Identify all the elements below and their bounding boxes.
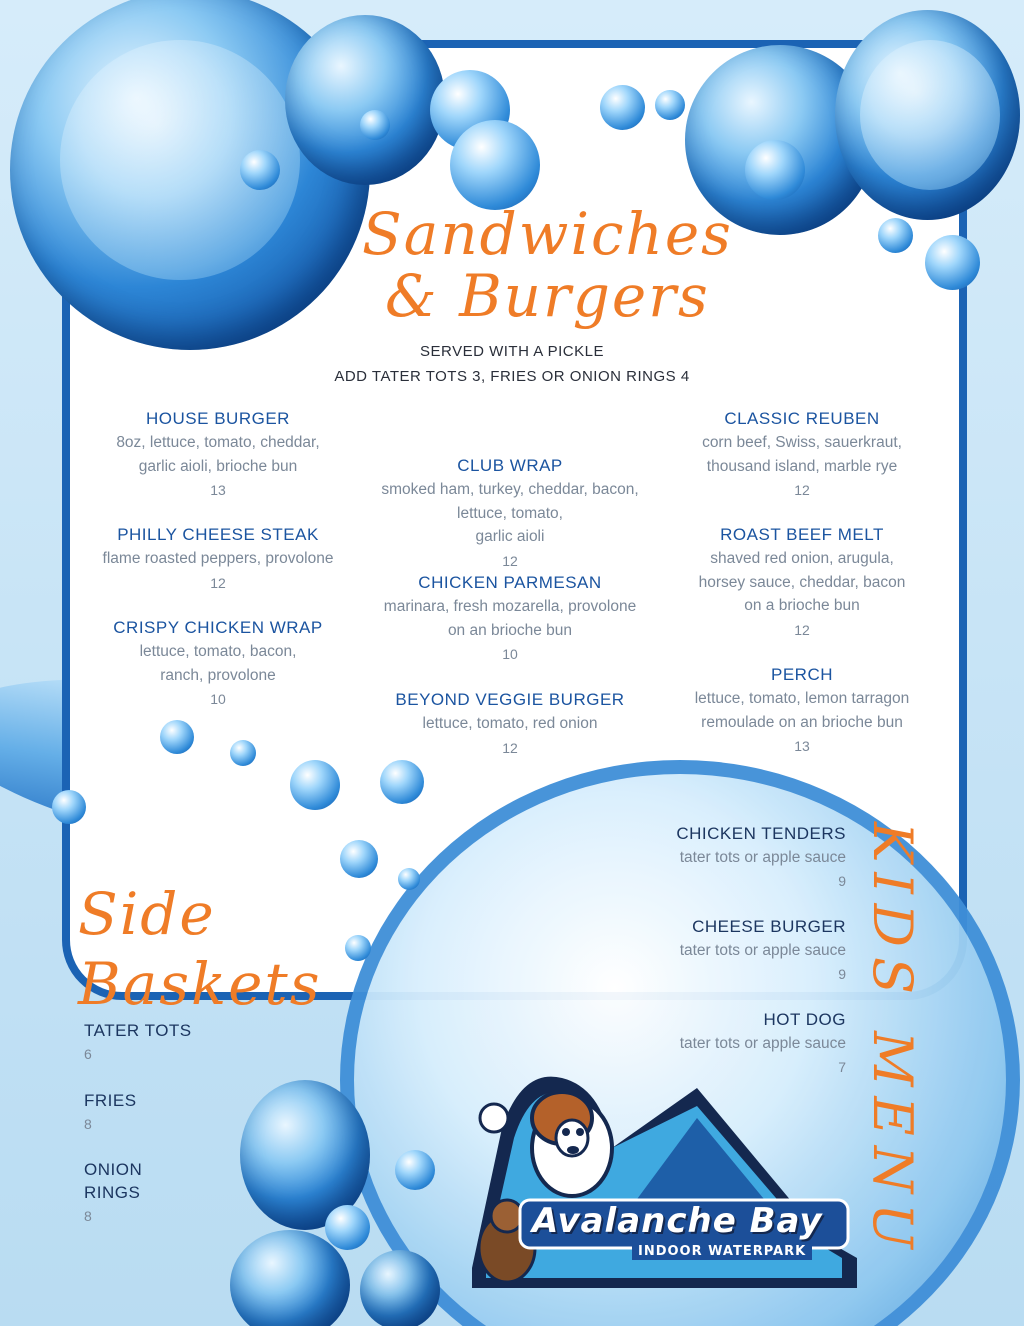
side-item: [84, 1019, 192, 1066]
bubble-decoration: [878, 218, 913, 253]
bubble-decoration: [395, 1150, 435, 1190]
bubble-decoration: [398, 868, 420, 890]
item-name: CHICKEN PARMESAN: [418, 573, 602, 592]
menu-item: [70, 616, 366, 711]
item-name: HOUSE BURGER: [146, 409, 290, 428]
bubble-decoration: [600, 85, 645, 130]
kids-item: [676, 822, 846, 893]
bubble-decoration: [655, 90, 685, 120]
menu-item: [360, 571, 660, 666]
menu-item: [652, 523, 952, 642]
bubble-decoration: [380, 760, 424, 804]
item-name: TATER TOTS: [84, 1021, 192, 1040]
item-name: CLASSIC REUBEN: [724, 409, 880, 428]
item-name: CLUB WRAP: [457, 456, 563, 475]
item-description: tater tots or apple sauce: [679, 849, 846, 866]
bubble-decoration: [285, 15, 445, 185]
item-price: 9: [838, 966, 846, 982]
bubble-decoration: [325, 1205, 370, 1250]
item-description: tater tots or apple sauce: [679, 1035, 846, 1052]
menu-item: [360, 454, 660, 573]
item-name: PERCH: [770, 665, 833, 684]
bubble-decoration: [860, 40, 1000, 190]
bubble-decoration: [925, 235, 980, 290]
item-description: lettuce, tomato, bacon, ranch, provolone: [139, 643, 297, 684]
item-price: 12: [502, 739, 518, 756]
side-item: [84, 1158, 142, 1228]
bubble-decoration: [745, 140, 805, 200]
bubble-decoration: [290, 760, 340, 810]
logo-name: Avalanche Bay: [532, 1201, 823, 1241]
item-description: shaved red onion, arugula, horsey sauce, cheddar, bacon on a brioche bun: [698, 550, 906, 614]
kids-menu-title: KIDS MENU: [861, 822, 924, 1259]
item-name: CRISPY CHICKEN WRAP: [113, 618, 323, 637]
item-name: FRIES: [84, 1091, 137, 1110]
menu-item: [652, 663, 952, 758]
item-name: ROAST BEEF MELT: [720, 525, 884, 544]
item-description: tater tots or apple sauce: [679, 942, 846, 959]
bubble-decoration: [360, 110, 390, 140]
sides-title-line2: Baskets: [78, 950, 322, 1018]
menu-title-line2: & Burgers: [385, 262, 710, 330]
avalanche-bay-logo: [462, 1058, 862, 1298]
menu-item: [70, 523, 366, 595]
item-price: 12: [794, 482, 810, 498]
menu-note-pickle: SERVED WITH A PICKLE: [420, 343, 604, 360]
item-name: CHICKEN TENDERS: [676, 824, 846, 843]
item-price: 9: [838, 873, 846, 889]
sides-title-line1: Side: [78, 880, 216, 948]
item-price: 10: [502, 646, 518, 662]
menu-item: [652, 407, 952, 502]
item-name: BEYOND VEGGIE BURGER: [395, 690, 625, 709]
menu-title-line1: Sandwiches: [362, 200, 733, 268]
bubble-decoration: [240, 150, 280, 190]
item-name: CHEESE BURGER: [692, 917, 846, 936]
item-price: 6: [84, 1046, 92, 1062]
item-price: 10: [210, 691, 226, 707]
bubble-decoration: [450, 120, 540, 210]
item-description: smoked ham, turkey, cheddar, bacon, lettuce, tomato, garlic aioli: [381, 481, 639, 545]
bubble-decoration: [360, 1250, 440, 1326]
item-price: 12: [210, 574, 226, 591]
item-name: HOT DOG: [763, 1010, 846, 1029]
item-description: marinara, fresh mozarella, provolone on an brioche bun: [383, 598, 637, 639]
mascot-mountain-icon: [462, 1058, 862, 1298]
item-description: lettuce, tomato, red onion: [422, 715, 598, 732]
item-price: 8: [84, 1208, 92, 1224]
kids-item: [680, 915, 846, 986]
item-description: lettuce, tomato, lemon tarragon remoulade on an brioche bun: [694, 690, 910, 731]
menu-item: [360, 688, 660, 760]
item-name: ONION RINGS: [84, 1160, 143, 1202]
item-price: 12: [794, 621, 810, 638]
item-price: 13: [794, 738, 810, 754]
item-price: 8: [84, 1116, 92, 1132]
item-description: corn beef, Swiss, sauerkraut, thousand island, marble rye: [702, 434, 902, 475]
item-description: 8oz, lettuce, tomato, cheddar, garlic aioli, brioche bun: [116, 434, 320, 475]
bubble-decoration: [345, 935, 371, 961]
bubble-decoration: [52, 790, 86, 824]
bubble-decoration: [340, 840, 378, 878]
menu-note-addons: ADD TATER TOTS 3, FRIES OR ONION RINGS 4: [334, 368, 690, 385]
logo-tagline: INDOOR WATERPARK: [632, 1243, 812, 1260]
item-name: PHILLY CHEESE STEAK: [117, 525, 319, 544]
bubble-decoration: [160, 720, 194, 754]
item-description: flame roasted peppers, provolone: [102, 550, 334, 567]
item-price: 13: [210, 482, 226, 498]
item-price: 7: [838, 1059, 846, 1075]
bubble-decoration: [230, 740, 256, 766]
menu-item: [70, 407, 366, 502]
item-price: 12: [502, 552, 518, 569]
side-item: [84, 1089, 137, 1136]
